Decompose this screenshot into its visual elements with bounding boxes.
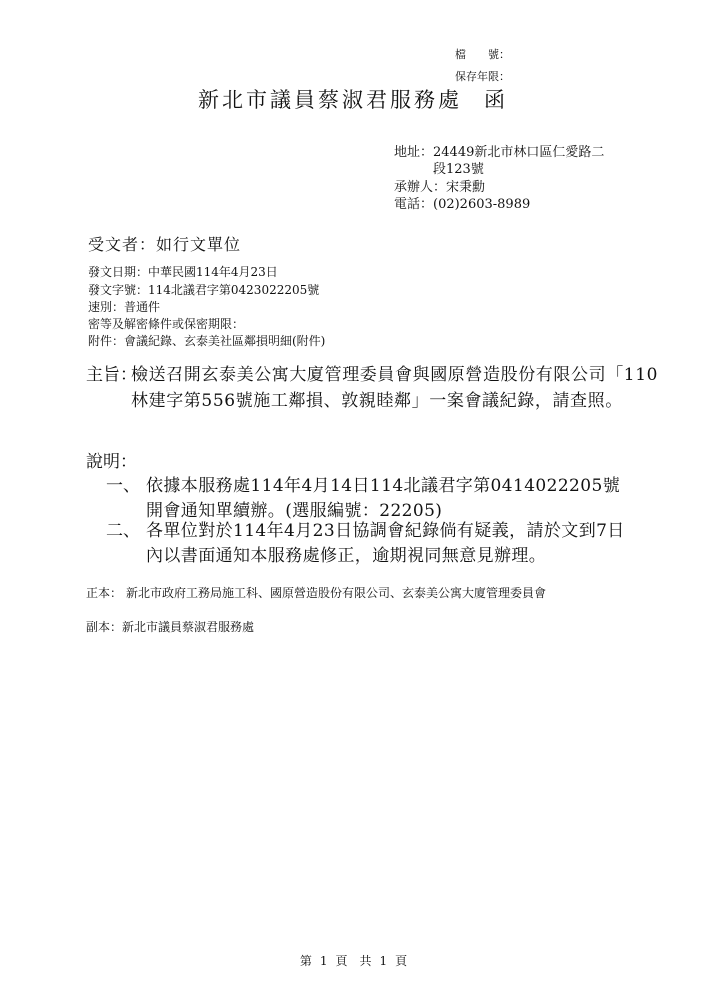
duplicate-label: 副本： [86,620,123,634]
document-number: 發文字號：114北議君字第0423022205號 [88,283,320,297]
handler-name: 承辦人：宋秉勳 [394,180,486,195]
page-current: 1 [319,954,328,968]
file-number-label: 檔 號： [455,48,510,61]
secrecy-level: 密等及解密條件或保密期限： [88,317,245,331]
page-mid: 頁 共 [335,954,372,968]
document-type: 函 [484,88,508,112]
duplicate-text: 新北市議員蔡淑君服務處 [122,620,255,634]
retention-period-label: 保存年限： [455,70,510,83]
recipient: 受文者：如行文單位 [88,235,242,254]
item-text: 依據本服務處114年4月14日114北議君字第0414022205號開會通知單續辦。(選服編號：22205) [146,476,621,521]
address-line-2: 段123號 [433,162,484,177]
document-title [198,84,508,114]
delivery-speed: 速別：普通件 [88,300,161,314]
page-number [0,952,707,969]
address-line-1: 地址：24449新北市林口區仁愛路二 [394,145,605,160]
item-text: 各單位對於114年4月23日協調會紀錄倘有疑義，請於文到7日內以書面通知本服務處修正，逾期視同無意見辦理。 [146,521,625,566]
phone-number: 電話：(02)2603-8989 [394,197,531,212]
issue-date: 發文日期：中華民國114年4月23日 [88,265,278,279]
original-text: 新北市政府工務局施工科、國原營造股份有限公司、玄泰美公寓大廈管理委員會 [126,586,547,600]
item-number: 一、 [106,476,140,496]
page-prefix: 第 [299,954,312,968]
issuing-organization: 新北市議員蔡淑君服務處 [198,88,462,112]
attachments: 附件：會議紀錄、玄泰美社區鄰損明細(附件) [88,334,326,348]
subject-text: 檢送召開玄泰美公寓大廈管理委員會與國原營造股份有限公司「110林建字第556號施工鄰損、敦親睦鄰」一案會議紀錄，請查照。 [131,365,659,411]
duplicate-recipients [86,618,254,635]
subject-label: 主旨： [86,365,137,385]
item-number: 二、 [106,521,140,541]
description-label: 說明： [86,452,137,472]
page-suffix: 頁 [395,954,408,968]
original-label: 正本： [86,586,123,600]
page-total: 1 [379,954,388,968]
